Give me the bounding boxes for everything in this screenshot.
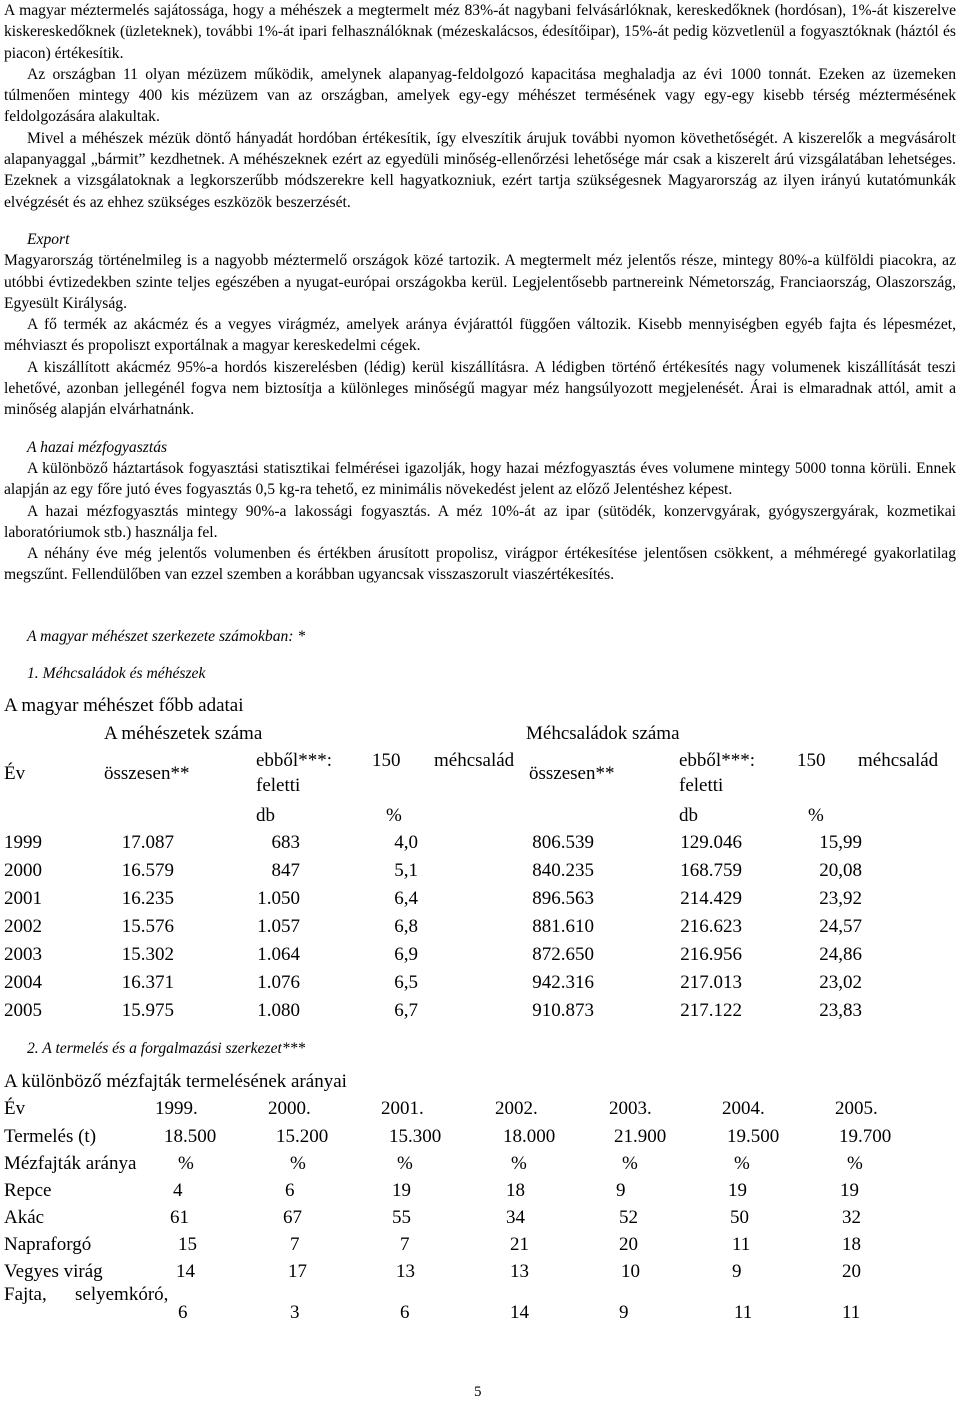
- table-2-cell: 4: [173, 1180, 183, 1201]
- table-1-cell-k-db: 1.057: [257, 916, 300, 937]
- keepers-group-header: A méhészetek száma: [104, 723, 263, 744]
- table-2-cell: 14: [176, 1261, 195, 1282]
- table-2-cell: %: [511, 1153, 527, 1174]
- keepers-150-header: 150: [372, 750, 401, 771]
- table-1-cell-c-total: 910.873: [532, 1000, 594, 1021]
- table-2-cell: 6: [178, 1302, 188, 1323]
- year-header-cell: 2001.: [381, 1098, 424, 1119]
- table-1-cell-year: 2002: [4, 916, 42, 937]
- table-2-cell: 21: [510, 1234, 529, 1255]
- keepers-pct-unit: %: [386, 805, 402, 826]
- table-1-cell-c-total: 896.563: [532, 888, 594, 909]
- table-2-cell: 61: [170, 1207, 189, 1228]
- keepers-total-header: összesen**: [104, 763, 190, 784]
- table-2-cell: %: [847, 1153, 863, 1174]
- table-2-cell: 3: [290, 1302, 300, 1323]
- table-1-cell-k-db: 683: [271, 832, 300, 853]
- table-1-cell-year: 2003: [4, 944, 42, 965]
- table-1-cell-c-pct: 20,08: [819, 860, 862, 881]
- table-2-cell: 18.000: [503, 1126, 556, 1147]
- table-1-cell-c-total: 840.235: [532, 860, 594, 881]
- export-heading: Export: [27, 230, 70, 248]
- table-2-cell: 11: [732, 1234, 751, 1255]
- table-1-cell-k-total: 15.975: [121, 1000, 174, 1021]
- table-1-cell-c-db: 217.122: [680, 1000, 742, 1021]
- colonies-150-header: 150: [797, 750, 826, 771]
- export-paragraph-3: A kiszállított akácméz 95%-a hordós kiszerelésben (lédig) kerül kiszállításra. A lédigben történő értékesítés nagy volumenek kiszállítását teszi lehetővé, azonban jellegénél fogva nem biztosítja a különleges minőségű magyar méz hangsúlyozott megjelenését. Árai is elmaradnak attól, amit a minőség alapján elvárhatnánk.: [4, 358, 956, 419]
- table-1-cell-k-total: 16.235: [121, 888, 174, 909]
- table-2-cell: 20: [619, 1234, 638, 1255]
- table-2-cell: 19: [728, 1180, 747, 1201]
- table-1-cell-k-total: 15.576: [121, 916, 174, 937]
- colonies-above-header: feletti: [679, 775, 724, 796]
- table-1-cell-c-pct: 23,92: [819, 888, 862, 909]
- beekeeping-data-table: [0, 694, 960, 1024]
- table-1-cell-c-db: 129.046: [680, 832, 742, 853]
- table-1-cell-k-pct: 6,7: [394, 1000, 418, 1021]
- prose-section: [4, 0, 956, 586]
- table-1-cell-k-db: 1.050: [257, 888, 300, 909]
- table-1-cell-c-db: 216.956: [680, 944, 742, 965]
- table-2-cell: 6: [285, 1180, 295, 1201]
- table-2-cell: 19.500: [727, 1126, 780, 1147]
- table-2-cell: 9: [732, 1261, 742, 1282]
- row-label: Repce: [4, 1180, 52, 1201]
- table-1-cell-c-db: 214.429: [680, 888, 742, 909]
- table-1-cell-year: 2001: [4, 888, 42, 909]
- keepers-above-header: feletti: [256, 775, 301, 796]
- table-2-cell: %: [178, 1153, 194, 1174]
- table-2-cell: 55: [392, 1207, 411, 1228]
- consumption-paragraph-2: A hazai mézfogyasztás mintegy 90%-a lakossági fogyasztás. A méz 10%-át az ipar (sütödék, konzervgyárak, gyógyszergyárak, kozmetikai laboratóriumok stb.) használja fel.: [4, 502, 956, 541]
- row-label: Akác: [4, 1207, 45, 1228]
- table-1-cell-k-total: 15.302: [121, 944, 174, 965]
- table-2-cell: 6: [400, 1302, 410, 1323]
- table-2-cell: %: [290, 1153, 306, 1174]
- keepers-colony-header: méhcsalád: [434, 750, 515, 771]
- table-1-cell-c-total: 942.316: [532, 972, 594, 993]
- table-2-cell: 15.300: [389, 1126, 442, 1147]
- row-label: Termelés (t): [4, 1126, 97, 1147]
- intro-paragraph-3: Mivel a méhészek mézük döntő hányadát hordóban értékesítik, így elveszítik árujuk további nyomon követhetőségét. A kiszerelők a megvásárolt alapanyaggal „bármit” kezdhetnek. A méhészeknek ezért az egyedüli minőség-ellenőrzési lehetősége már csak a kiszerelt árú vizsgálatában lehetséges. Ezeknek a vizsgálatoknak a legkorszerűbb módszerekre kell hagyatkozniuk, ezért tartja szükségesnek Magyarország az ilyen irányú kutatómunkák elvégzését és az ehhez szükséges eszközök beszerzését.: [4, 129, 956, 211]
- table-2-cell: %: [622, 1153, 638, 1174]
- table-1-cell-k-db: 1.064: [257, 944, 300, 965]
- table-1-cell-c-db: 168.759: [680, 860, 742, 881]
- table-2-cell: 52: [619, 1207, 638, 1228]
- table-1-cell-c-pct: 23,83: [819, 1000, 862, 1021]
- honey-types-table: [0, 1070, 960, 1330]
- colonies-pct-unit: %: [808, 805, 824, 826]
- table-2-cell: 50: [730, 1207, 749, 1228]
- table-1-cell-c-pct: 24,57: [819, 916, 862, 937]
- section-1-heading: 1. Méhcsaládok és méhészek: [27, 665, 206, 682]
- table-1-cell-c-total: 806.539: [532, 832, 594, 853]
- keepers-db-unit: db: [256, 805, 275, 826]
- table-1-cell-c-total: 881.610: [532, 916, 594, 937]
- table-2-cell: 18: [842, 1234, 861, 1255]
- table-1-title: A magyar méhészet főbb adatai: [4, 695, 244, 716]
- table-1-cell-year: 2004: [4, 972, 42, 993]
- table-2-cell: %: [734, 1153, 750, 1174]
- year-column-header: Év: [4, 763, 26, 784]
- table-1-cell-c-total: 872.650: [532, 944, 594, 965]
- consumption-paragraph-3: A néhány éve még jelentős volumenben és értékben árusított propolisz, virágpor értékesítése jelentősen csökkent, a méhméregé gyakorlatilag megszűnt. Fellendülőben van ezzel szemben a korábban ugyancsak visszaszorult viaszértékesítés.: [4, 545, 956, 584]
- table-1-cell-year: 1999: [4, 832, 42, 853]
- table-2-cell: 13: [396, 1261, 415, 1282]
- table-2-cell: 7: [400, 1234, 410, 1255]
- structure-heading: A magyar méhészet szerkezete számokban: *: [27, 628, 306, 645]
- table-1-cell-k-pct: 6,9: [394, 944, 418, 965]
- row-label: Mézfajták aránya: [4, 1153, 137, 1174]
- table-1-cell-k-db: 1.080: [257, 1000, 300, 1021]
- colonies-ofwhich-header: ebből***:: [679, 750, 755, 771]
- table-2-cell: 15.200: [276, 1126, 329, 1147]
- table-2-cell: 7: [290, 1234, 300, 1255]
- table-2-cell: 10: [621, 1261, 640, 1282]
- row-label: Fajta,: [4, 1284, 47, 1305]
- table-1-cell-k-pct: 5,1: [394, 860, 418, 881]
- year-header-cell: 2004.: [722, 1098, 765, 1119]
- colonies-db-unit: db: [679, 805, 698, 826]
- table-1-cell-c-pct: 15,99: [819, 832, 862, 853]
- table-1-cell-k-db: 1.076: [257, 972, 300, 993]
- table-1-cell-c-pct: 23,02: [819, 972, 862, 993]
- table-1-cell-year: 2005: [4, 1000, 42, 1021]
- table-1-cell-c-db: 216.623: [680, 916, 742, 937]
- table-1-cell-k-pct: 6,4: [394, 888, 418, 909]
- table-1-cell-k-pct: 4,0: [394, 832, 418, 853]
- table-2-cell: 9: [619, 1302, 629, 1323]
- table-1-cell-k-pct: 6,8: [394, 916, 418, 937]
- year-row-label: Év: [4, 1098, 26, 1119]
- table-2-cell: 19: [392, 1180, 411, 1201]
- table-2-title: A különböző mézfajták termelésének arányai: [4, 1071, 347, 1092]
- intro-paragraph-1: A magyar méztermelés sajátossága, hogy a méhészek a megtermelt méz 83%-át nagybani felvásárlóknak, kereskedőknek (hordósan), 1%-át kiszerelve kiskereskedőknek (üzleteknek), további 1%-át ipari felhasználóknak (mézeskalácsos, édesítőipar), 15%-át pedig közvetlenül a fogyasztóknak (háztól és piacon) értékesítik.: [4, 2, 956, 62]
- row-label: Napraforgó: [4, 1234, 92, 1255]
- table-1-cell-year: 2000: [4, 860, 42, 881]
- table-1-cell-c-db: 217.013: [680, 972, 742, 993]
- table-2-cell: 18: [506, 1180, 525, 1201]
- table-2-cell: 67: [283, 1207, 302, 1228]
- consumption-paragraph-1: A különböző háztartások fogyasztási statisztikai felmérései igazolják, hogy hazai mézfogyasztás éves volumene mintegy 5000 tonna körüli. Ennek alapján az egy főre jutó éves fogyasztás 0,5 kg-ra tehető, ez minimális növekedést jelent az előző Jelentéshez képest.: [4, 459, 956, 499]
- year-header-cell: 2003.: [609, 1098, 652, 1119]
- export-paragraph-2: A fő termék az akácméz és a vegyes virágméz, amelyek aránya évjárattól függően változik. Kisebb mennyiségben egyéb fajta és lépesmézet, méhviaszt és propoliszt exportálnak a magyar kereskedelmi cégek.: [4, 316, 956, 355]
- year-header-cell: 2002.: [495, 1098, 538, 1119]
- table-2-cell: 18.500: [164, 1126, 217, 1147]
- colonies-total-header: összesen**: [529, 763, 615, 784]
- year-header-cell: 2000.: [268, 1098, 311, 1119]
- table-2-cell: 19.700: [839, 1126, 892, 1147]
- table-2-cell: 11: [734, 1302, 753, 1323]
- row-label: Vegyes virág: [4, 1261, 103, 1282]
- table-1-cell-k-db: 847: [271, 860, 300, 881]
- table-2-cell: 20: [842, 1261, 861, 1282]
- row-label-continued: selyemkóró,: [75, 1284, 169, 1305]
- table-1-cell-k-pct: 6,5: [394, 972, 418, 993]
- table-2-cell: 32: [842, 1207, 861, 1228]
- table-2-cell: 15: [178, 1234, 197, 1255]
- colonies-group-header: Méhcsaládok száma: [526, 723, 680, 744]
- table-2-cell: 19: [840, 1180, 859, 1201]
- year-header-cell: 2005.: [835, 1098, 878, 1119]
- table-2-cell: 21.900: [614, 1126, 667, 1147]
- table-1-cell-k-total: 16.371: [121, 972, 174, 993]
- section-2-heading: 2. A termelés és a forgalmazási szerkezet***: [27, 1040, 306, 1057]
- table-1-cell-k-total: 17.087: [121, 832, 174, 853]
- table-1-cell-c-pct: 24,86: [819, 944, 862, 965]
- table-1-cell-k-total: 16.579: [121, 860, 174, 881]
- consumption-heading: A hazai mézfogyasztás: [27, 438, 168, 456]
- table-2-cell: 34: [506, 1207, 525, 1228]
- table-2-cell: 17: [288, 1261, 307, 1282]
- table-2-cell: %: [397, 1153, 413, 1174]
- year-header-cell: 1999.: [155, 1098, 198, 1119]
- table-2-cell: 11: [842, 1302, 861, 1323]
- page-number: 5: [474, 1384, 482, 1400]
- intro-paragraph-2: Az országban 11 olyan mézüzem működik, amelynek alapanyag-feldolgozó kapacitása meghaladja az évi 1000 tonnát. Ezeken az üzemeken túlmenően mintegy 400 kis mézüzem van az országban, amelyek egy-egy méhészet termésének vagy egy-egy kisebb térség méztermésének feldolgozására alakultak.: [4, 65, 956, 126]
- table-2-cell: 13: [510, 1261, 529, 1282]
- table-2-cell: 14: [510, 1302, 529, 1323]
- export-paragraph-1: Magyarország történelmileg is a nagyobb méztermelő országok közé tartozik. A megtermelt méz jelentős része, mintegy 80%-a külföldi piacokra, az utóbbi évtizedekben szinte teljes egészében a nyugat-európai országokba kerül. Legjelentősebb partnereink Németország, Franciaország, Olaszország, Egyesült Királyság.: [4, 252, 956, 312]
- table-2-cell: 9: [616, 1180, 626, 1201]
- colonies-colony-header: méhcsalád: [858, 750, 939, 771]
- keepers-ofwhich-header: ebből***:: [256, 750, 332, 771]
